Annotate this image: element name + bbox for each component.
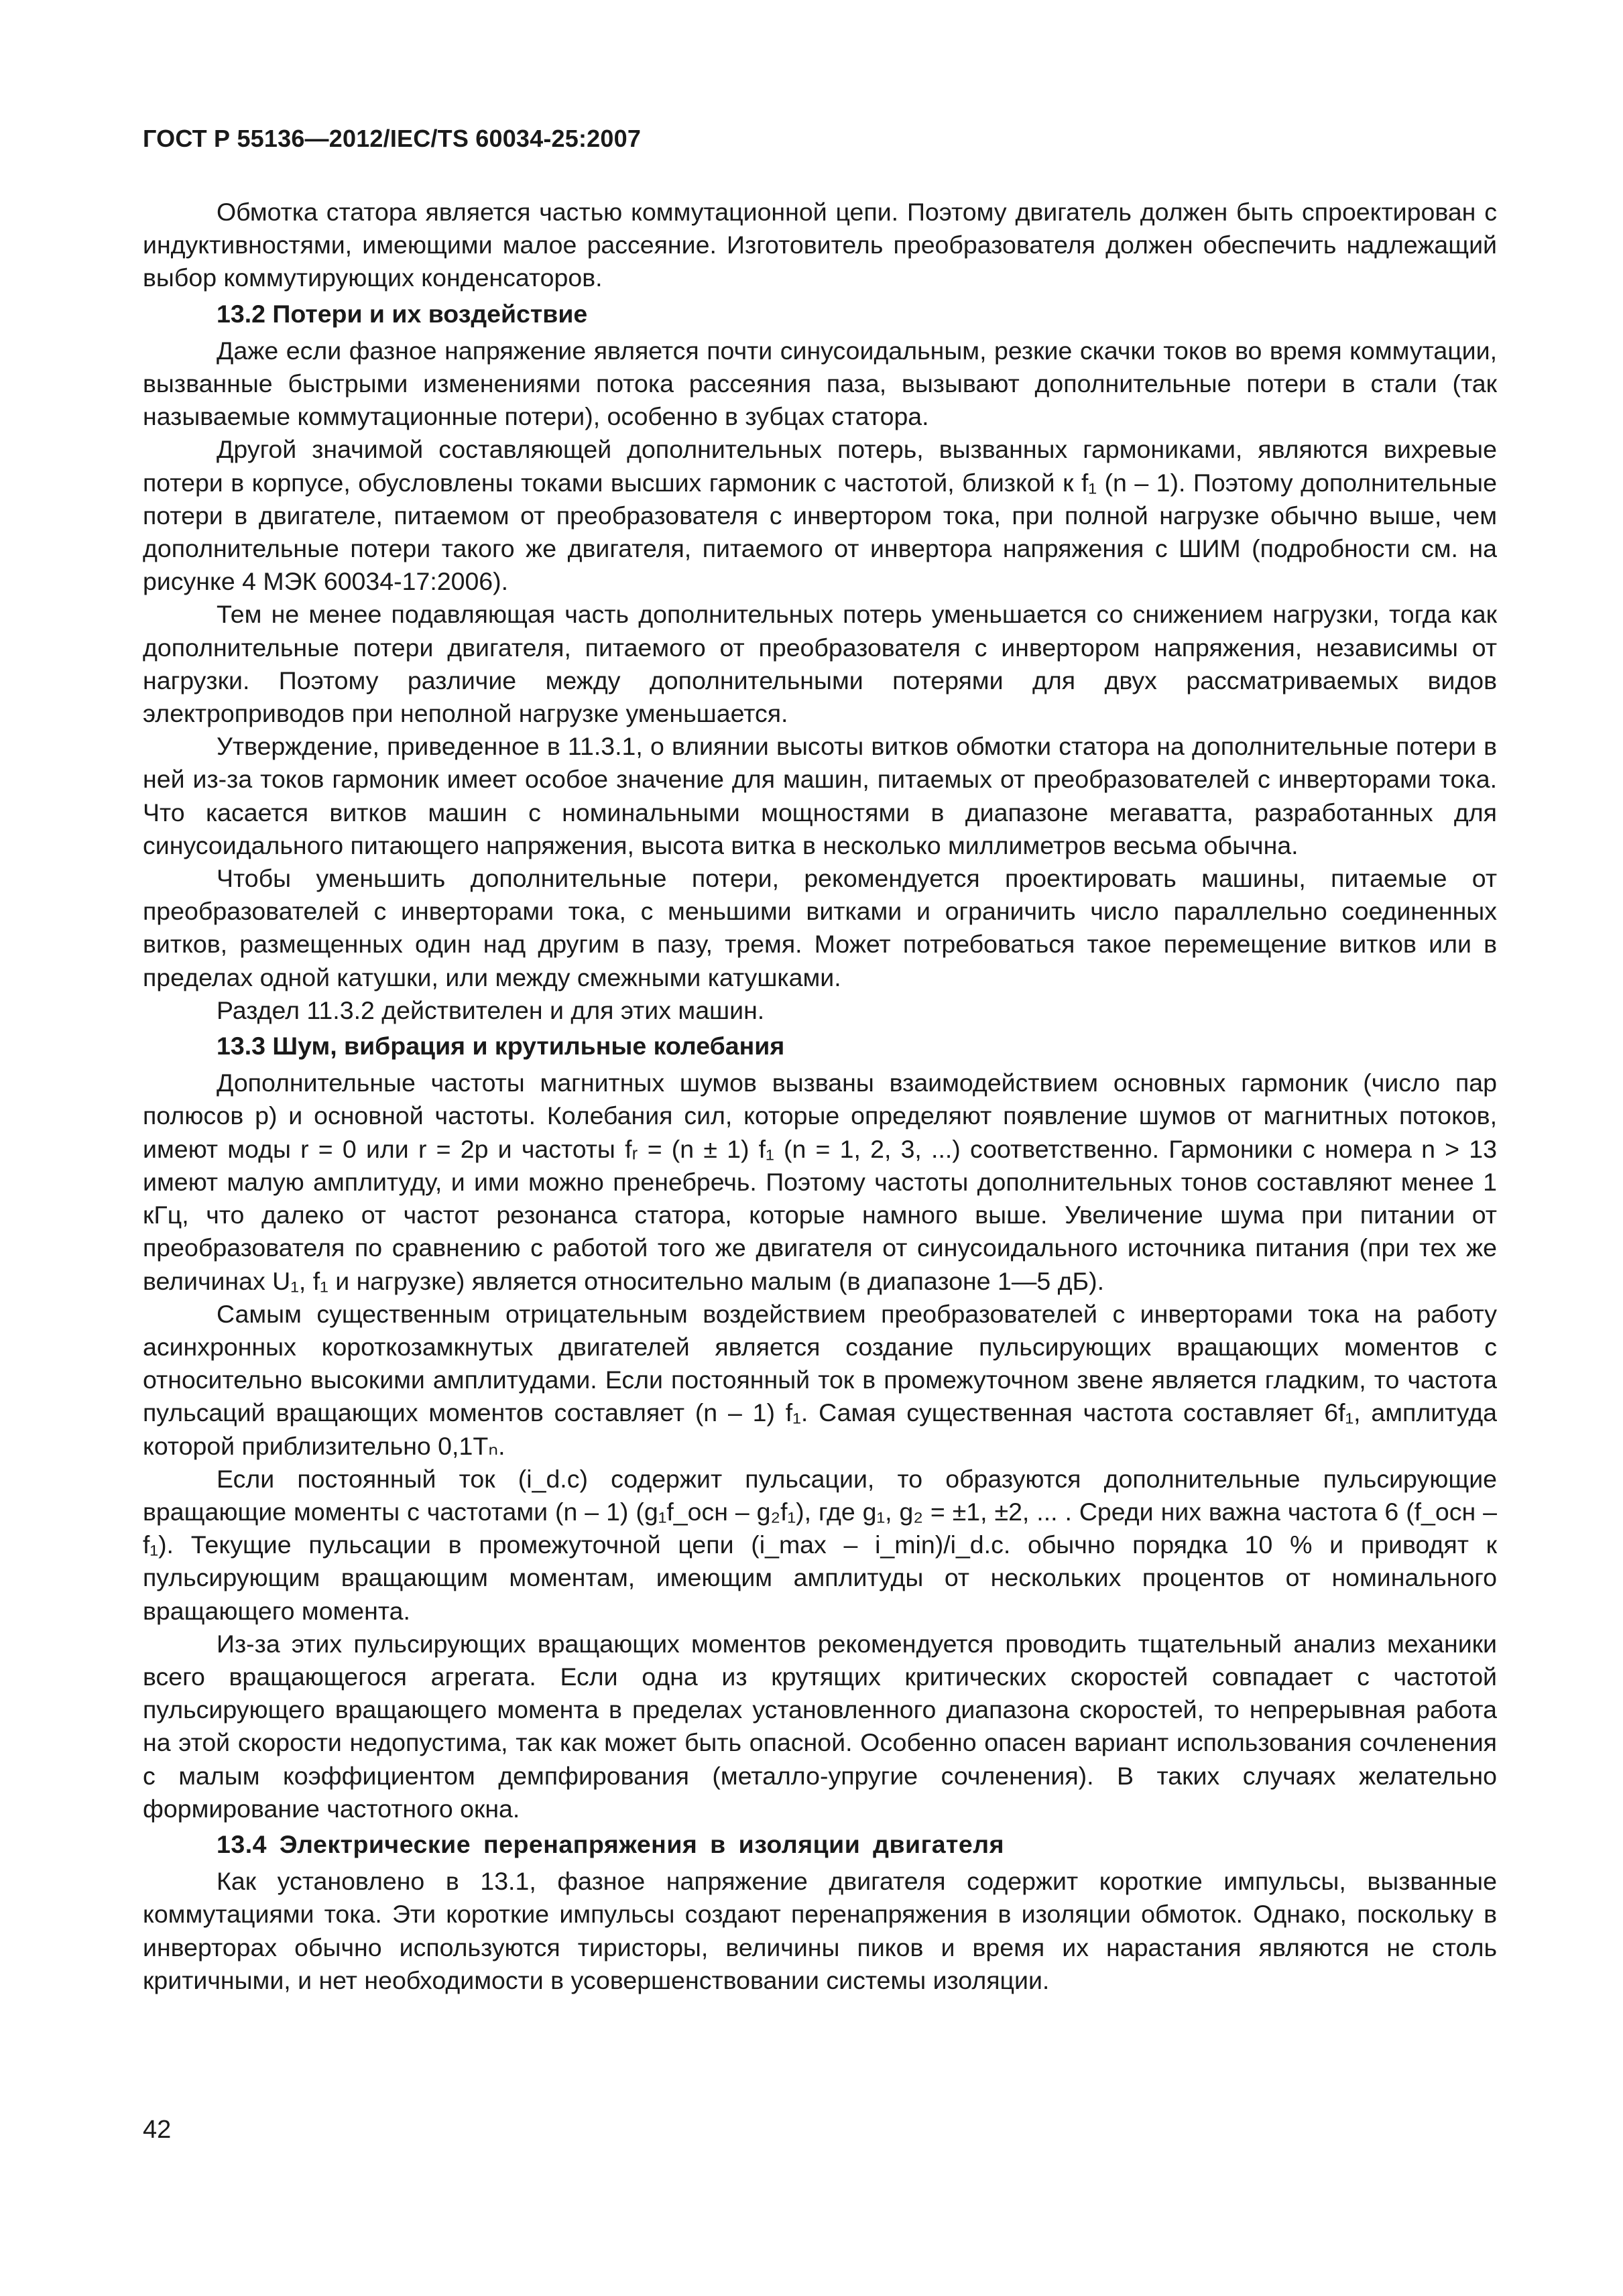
- paragraph-stator-winding: Обмотка статора является частью коммутационной цепи. Поэтому двигатель должен быть спроектирован с индуктивностями, имеющими малое рассеяние. Изготовитель преобразователя должен обеспечить надлежащий выбор коммутирующих конденсаторов.: [143, 198, 1497, 292]
- paragraph-load-dependence: Тем не менее подавляющая часть дополнительных потерь уменьшается со снижением нагрузки, тогда как дополнительные потери двигателя, питаемого от преобразователя с инвертором напряжения, независимы от нагрузки. Поэтому различие между дополнительными потерями для двух рассматриваемых видов электроприводов при неполной нагрузке уменьшается.: [143, 600, 1497, 728]
- document-header: ГОСТ Р 55136—2012/IEC/TS 60034-25:2007: [143, 125, 642, 152]
- section-heading-13-4: 13.4 Электрические перенапряжения в изоляции двигателя: [217, 1829, 1004, 1858]
- paragraph-eddy-losses: Другой значимой составляющей дополнительных потерь, вызванных гармониками, являются вихревые потери в корпусе, обусловлены токами высших гармоник с частотой, близкой к f₁ (n – 1). Поэтому дополнительные потери в двигателе, питаемом от преобразователя с инвертором тока, при полной нагрузке обычно выше, чем дополнительные потери такого же двигателя, питаемого от инвертора напряжения с ШИМ (подробности см. на рисунке 4 МЭК 60034-17:2006).: [143, 435, 1497, 596]
- paragraph-commutation-losses: Даже если фазное напряжение является почти синусоидальным, резкие скачки токов во время коммутации, вызванные быстрыми изменениями потока рассеяния паза, вызывают дополнительные потери в стали (так называемые коммутационные потери), особенно в зубцах статора.: [143, 336, 1497, 431]
- paragraph-reduce-losses: Чтобы уменьшить дополнительные потери, рекомендуется проектировать машины, питаемые от преобразователей с инверторами тока, с меньшими витками и ограничить число параллельно соединенных витков, размещенных один над другим в пазу, тремя. Может потребоваться такое перемещение витков или в пределах одной катушки, или между смежными катушками.: [143, 864, 1497, 991]
- paragraph-insulation-overvoltage: Как установлено в 13.1, фазное напряжение двигателя содержит короткие импульсы, вызванные коммутациями тока. Эти короткие импульсы создают перенапряжения в изоляции обмоток. Однако, поскольку в инверторах обычно используются тиристоры, величины пиков и время их нарастания являются не столь критичными, и нет необходимости в усовершенствовании системы изоляции.: [143, 1867, 1497, 1994]
- section-heading-13-2: 13.2 Потери и их воздействие: [217, 299, 588, 328]
- paragraph-mechanical-analysis: Из-за этих пульсирующих вращающих моментов рекомендуется проводить тщательный анализ механики всего вращающегося агрегата. Если одна из крутящих критических скоростей совпадает с частотой пульсирующего вращающего момента в пределах установленного диапазона скоростей, то непрерывная работа на этой скорости недопустима, так как может быть опасной. Особенно опасен вариант использования сочленения с малым коэффициентом демпфирования (металло-упругие сочленения). В таких случаях желательно формирование частотного окна.: [143, 1629, 1497, 1823]
- paragraph-dc-ripple: Если постоянный ток (i_d.c) содержит пульсации, то образуются дополнительные пульсирующие вращающие моменты с частотами (n – 1) (g₁f_осн – g₂f₁), где g₁, g₂ = ±1, ±2, ... . Среди них важна частота 6 (f_осн – f₁). Текущие пульсации в промежуточной цепи (i_max – i_min)/i_d.c. обычно порядка 10 % и приводят к пульсирующим вращающим моментам, имеющим амплитуды от нескольких процентов от номинального вращающего момента.: [143, 1464, 1497, 1625]
- paragraph-turn-height: Утверждение, приведенное в 11.3.1, о влиянии высоты витков обмотки статора на дополнительные потери в ней из-за токов гармоник имеет особое значение для машин, питаемых от преобразователей с инверторами тока. Что касается витков машин с номинальными мощностями в диапазоне мегаватта, разработанных для синусоидального питающего напряжения, высота витка в несколько миллиметров весьма обычна.: [143, 732, 1497, 859]
- page-number: 42: [143, 2116, 172, 2144]
- paragraph-section-reference: Раздел 11.3.2 действителен и для этих машин.: [217, 995, 765, 1024]
- document-body: [143, 196, 1497, 1997]
- paragraph-magnetic-noise: Дополнительные частоты магнитных шумов вызваны взаимодействием основных гармоник (число пар полюсов p) и основной частоты. Колебания сил, которые определяют появление шумов от магнитных потоков, имеют моды r = 0 или r = 2p и частоты fᵣ = (n ± 1) f₁ (n = 1, 2, 3, ...) соответственно. Гармоники с номера n > 13 имеют малую амплитуду, и ими можно пренебречь. Поэтому частоты дополнительных тонов составляют менее 1 кГц, что далеко от частот резонанса статора, которые намного выше. Увеличение шума при питании от преобразователя по сравнению с работой того же двигателя от синусоидального источника питания (при тех же величинах U₁, f₁ и нагрузке) является относительно малым (в диапазоне 1—5 дБ).: [143, 1069, 1497, 1295]
- section-heading-13-3: 13.3 Шум, вибрация и крутильные колебания: [217, 1032, 785, 1061]
- paragraph-pulsating-torques: Самым существенным отрицательным воздействием преобразователей с инверторами тока на работу асинхронных короткозамкнутых двигателей является создание пульсирующих вращающих моментов с относительно высокими амплитудами. Если постоянный ток в промежуточном звене является гладким, то частота пульсаций вращающих моментов составляет (n – 1) f₁. Самая существенная частота составляет 6f₁, амплитуда которой приблизительно 0,1Tₙ.: [143, 1299, 1497, 1460]
